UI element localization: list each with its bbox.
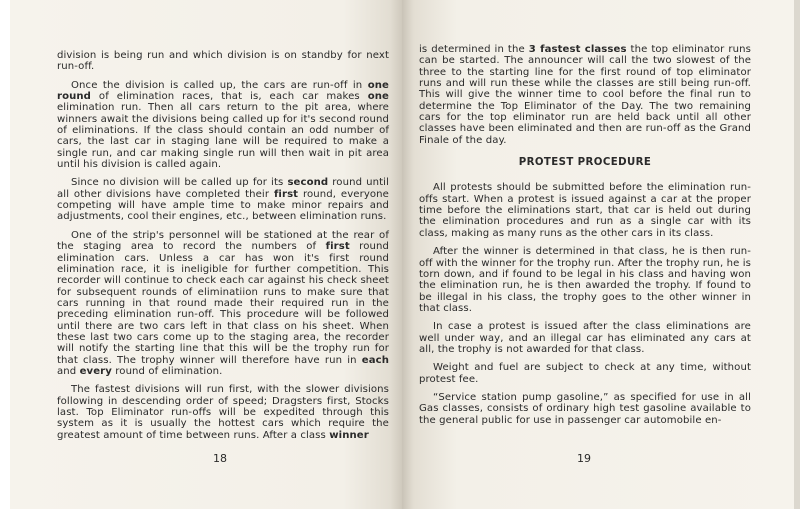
bold-text: 3 fastest classes bbox=[528, 44, 627, 55]
paragraph: Weight and fuel are subject to check at any time, without protest fee. bbox=[419, 362, 751, 385]
bold-text: every bbox=[79, 365, 112, 377]
left-page bbox=[10, 0, 402, 509]
page-edge bbox=[794, 0, 800, 509]
right-page bbox=[402, 0, 794, 509]
page-number: 19 bbox=[577, 452, 591, 465]
paragraph: The fastest divisions will run first, with the slower divisions following in descending order of speed; Dragsters first, Stocks last. Top Eliminator run-offs will be expedited through this system as it is usually the hottest cars which require the greatest amount of time between runs. After a class winner bbox=[57, 384, 389, 441]
paragraph: One of the strip's personnel will be stationed at the rear of the staging area to record the numbers of first round elimination cars. Unless a car has won it's first round elimination race, it is ineligible for further competition. This recorder will continue to check each car against his check sheet for subsequent rounds of eliminatiion runs to make sure that cars running in that round made their required run in the preceding elimination run-off. This procedure will be followed until there are two cars left in that class on his sheet. When these last two cars come up to the staging area, the recorder will notify the starting line that this will be the trophy run for that class. The trophy winner will therefore have run in each and every round of elimination. bbox=[57, 229, 389, 377]
paragraph: “Service station pump gasoline,” as specified for use in all Gas classes, consists of ordinary high test gasoline available to the general public for use in passenger car automobile en- bbox=[419, 391, 751, 426]
bold-text: one bbox=[367, 91, 389, 103]
paragraph: Since no division will be called up for its second round until all other divisions have completed their first round, everyone competing will have ample time to make minor repairs and adjustments, cool their engines, etc., between elimination runs. bbox=[57, 177, 389, 223]
paragraph: In case a protest is issued after the class eliminations are well under way, and an illegal car has eliminated any cars at all, the trophy is not awarded for that class. bbox=[419, 321, 751, 355]
background-margin bbox=[0, 0, 10, 509]
page-number: 18 bbox=[213, 452, 227, 465]
paragraph: is determined in the 3 fastest classes the top eliminator runs can be started. The announcer will call the two slowest of the three to the starting line for the first round of top eliminator runs and will run these while the classes are still being run-off. This will give the winner time to cool before the final run to determine the Top Eliminator of the Day. The two remaining cars for the top eliminator run are held back until all other classes have been eliminated and then are run-off as the Grand Finale of the day. bbox=[419, 44, 751, 146]
left-page-body bbox=[57, 50, 389, 448]
paragraph: Once the division is called up, the cars are run-off in one round of elimination races, that is, each car makes one elimination run. Then all cars return to the pit area, where winners await the divisions being called up for it's second round of eliminations. If the class should contain an odd number of cars, the last car in staging lane will be required to make a single run, and car making single run will then wait in pit area until his division is called again. bbox=[57, 79, 389, 171]
bold-text: first bbox=[325, 241, 350, 253]
paragraph: After the winner is determined in that class, he is then run-off with the winner for the trophy run. After the trophy run, he is torn down, and if found to be legal in his class and having won the elimination run, he is then awarded the trophy. If found to be illegal in his class, the trophy goes to the other winner in that class. bbox=[419, 246, 751, 314]
section-heading: PROTEST PROCEDURE bbox=[518, 157, 652, 169]
right-page-body bbox=[419, 44, 751, 433]
bold-text: each bbox=[361, 354, 389, 366]
bold-text: first bbox=[273, 188, 299, 200]
bold-text: winner bbox=[329, 429, 369, 441]
bold-text: one round bbox=[57, 79, 389, 103]
paragraph: division is being run and which division is on standby for next run-off. bbox=[57, 50, 389, 73]
paragraph: All protests should be submitted before the elimination run-offs start. When a protest is issued against a car at the proper time before the eliminations start, that car is held out during the elimination procedures and run as a single car with its class, making as many runs as the other cars in its class. bbox=[419, 182, 751, 239]
bold-text: second bbox=[287, 177, 329, 189]
